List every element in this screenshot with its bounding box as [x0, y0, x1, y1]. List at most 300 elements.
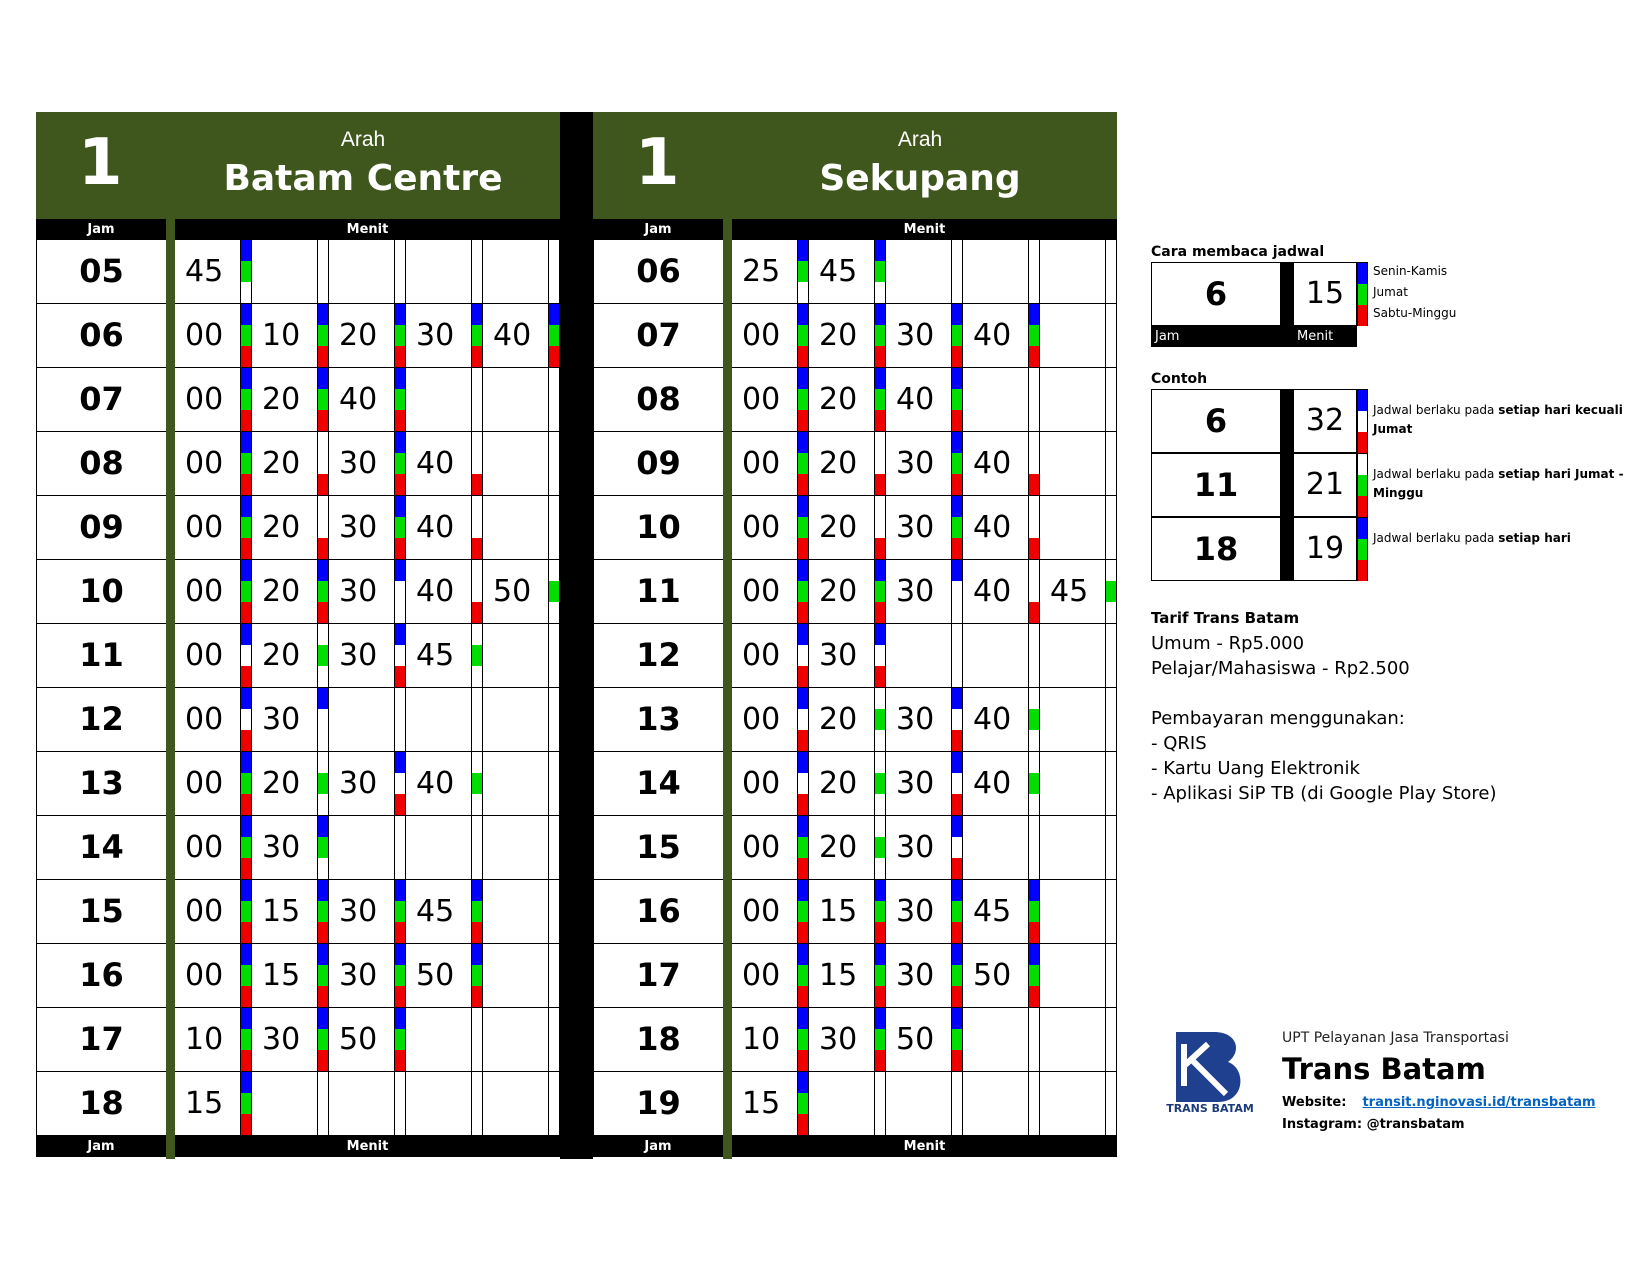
table-row: [36, 944, 560, 1008]
day-indicator: [1105, 816, 1117, 879]
day-indicator: [1105, 304, 1117, 367]
direction-label: Arah: [340, 128, 386, 151]
minute-cell: 15: [819, 894, 858, 929]
minute-cells: [732, 624, 1117, 688]
minute-cell: 20: [262, 574, 301, 609]
day-indicator: [240, 688, 252, 751]
hour-cell: 15: [593, 816, 723, 880]
minute-cell: [483, 432, 548, 496]
minute-cell: 30: [262, 702, 301, 737]
minute-cell: 00: [185, 574, 224, 609]
day-indicator: [394, 1072, 406, 1135]
day-indicator: [471, 1072, 483, 1135]
day-indicator: [317, 1072, 329, 1135]
minute-cell: 45: [185, 254, 224, 289]
instagram-handle: Instagram: @transbatam: [1282, 1117, 1465, 1132]
legend-jam-label: Jam: [1151, 326, 1281, 347]
minute-cell: 40: [973, 510, 1012, 545]
tarif-section: [1151, 606, 1497, 806]
minute-cell: [406, 1008, 471, 1072]
minute-cell: 40: [896, 382, 935, 417]
hour-cell: 07: [36, 368, 166, 432]
table-row: [36, 496, 560, 560]
schedule-grid: [36, 240, 560, 1136]
day-indicator: [548, 560, 560, 623]
minute-cell: [483, 816, 548, 880]
minute-cell: 20: [819, 318, 858, 353]
minute-cell: 30: [339, 446, 378, 481]
day-indicator: [1028, 560, 1040, 623]
day-indicator: [317, 240, 329, 303]
minute-cell: 15: [185, 1086, 224, 1121]
minute-cell: 45: [819, 254, 858, 289]
hour-cell: 09: [593, 432, 723, 496]
table-row: [593, 624, 1117, 688]
timetable-sekupang: [593, 112, 1117, 1159]
hour-cell: 16: [593, 880, 723, 944]
minute-cell: [252, 240, 317, 304]
minute-cell: 40: [973, 574, 1012, 609]
legend-day-sabtu-minggu: Sabtu-Minggu: [1373, 306, 1457, 320]
minute-cell: 00: [742, 702, 781, 737]
minute-cell: 20: [819, 574, 858, 609]
minute-cell: 00: [742, 830, 781, 865]
day-indicator: [317, 880, 329, 943]
minute-cell: 45: [973, 894, 1012, 929]
minute-cells: [175, 304, 560, 368]
minute-cell: [329, 240, 394, 304]
minute-cell: 00: [742, 446, 781, 481]
hour-cell: 15: [36, 880, 166, 944]
minute-cells: [175, 432, 560, 496]
hour-cell: 13: [593, 688, 723, 752]
day-indicator: [1028, 944, 1040, 1007]
day-indicator: [951, 944, 963, 1007]
day-indicator: [394, 880, 406, 943]
day-indicator: [240, 880, 252, 943]
table-row: [36, 560, 560, 624]
day-indicator: [240, 560, 252, 623]
minute-cell: 00: [185, 958, 224, 993]
contoh-desc-prefix: Jadwal berlaku pada: [1373, 467, 1499, 481]
destination-name: Sekupang: [819, 158, 1021, 199]
minute-cell: [483, 240, 548, 304]
minute-cell: 00: [742, 318, 781, 353]
day-indicator: [1105, 240, 1117, 303]
minute-cell: 20: [819, 830, 858, 865]
minute-cell: 30: [896, 702, 935, 737]
minute-cell: 20: [262, 766, 301, 801]
day-indicator: [874, 752, 886, 815]
day-indicator: [797, 496, 809, 559]
table-row: [593, 1008, 1117, 1072]
minute-cell: 50: [896, 1022, 935, 1057]
minute-cell: 00: [185, 510, 224, 545]
minute-cell: [963, 240, 1028, 304]
minute-cell: 00: [185, 766, 224, 801]
hour-cell: 11: [593, 560, 723, 624]
hour-cell: 11: [36, 624, 166, 688]
day-indicator: [951, 432, 963, 495]
day-indicator: [548, 816, 560, 879]
day-indicator: [317, 816, 329, 879]
day-indicator: [548, 368, 560, 431]
day-indicator: [1028, 880, 1040, 943]
day-indicator: [1357, 453, 1368, 517]
minute-cell: 00: [185, 382, 224, 417]
minute-cell: [252, 1072, 317, 1136]
day-indicator: [317, 368, 329, 431]
day-indicator: [797, 624, 809, 687]
hour-cell: 08: [36, 432, 166, 496]
table-row: [593, 240, 1117, 304]
day-indicator: [394, 1008, 406, 1071]
minute-cell: 30: [896, 766, 935, 801]
day-indicator: [874, 496, 886, 559]
contoh-jam: 18: [1151, 517, 1281, 581]
minute-cell: 00: [185, 446, 224, 481]
day-indicator: [1028, 304, 1040, 367]
minute-cell: 40: [416, 766, 455, 801]
minute-cell: 00: [185, 830, 224, 865]
day-indicator: [394, 560, 406, 623]
day-indicator: [471, 560, 483, 623]
org-subtitle: UPT Pelayanan Jasa Transportasi: [1282, 1030, 1509, 1046]
minute-cell: 30: [339, 574, 378, 609]
day-indicator: [797, 688, 809, 751]
day-indicator: [951, 624, 963, 687]
day-indicator: [797, 240, 809, 303]
day-indicator: [394, 944, 406, 1007]
day-indicator: [240, 624, 252, 687]
minute-cell: 50: [493, 574, 532, 609]
day-indicator: [471, 496, 483, 559]
table-divider: [560, 112, 593, 1159]
minute-cell: [1040, 304, 1105, 368]
menit-header-top: Menit: [175, 219, 560, 240]
day-indicator: [951, 752, 963, 815]
day-indicator: [1028, 688, 1040, 751]
minute-cells: [732, 816, 1117, 880]
hour-cell: 06: [36, 304, 166, 368]
day-indicator: [1105, 432, 1117, 495]
legend-day-jumat: Jumat: [1373, 285, 1408, 299]
minute-cell: 40: [973, 766, 1012, 801]
minute-cell: [1040, 1072, 1105, 1136]
jam-header-top: Jam: [36, 219, 166, 240]
day-indicator: [471, 368, 483, 431]
minute-cell: 30: [896, 318, 935, 353]
minute-cell: [483, 752, 548, 816]
minute-cell: [406, 688, 471, 752]
day-indicator: [951, 1008, 963, 1071]
jam-header-bottom: Jam: [36, 1136, 166, 1157]
day-indicator: [471, 624, 483, 687]
minute-cell: [1040, 816, 1105, 880]
minute-cell: 00: [742, 766, 781, 801]
contoh-description: [1373, 529, 1631, 548]
day-indicator: [1105, 368, 1117, 431]
day-indicator: [471, 304, 483, 367]
hour-cell: 10: [593, 496, 723, 560]
day-indicator: [548, 752, 560, 815]
day-indicator: [240, 496, 252, 559]
minute-cell: 20: [262, 446, 301, 481]
contoh-desc-bold: setiap hari: [1498, 531, 1571, 545]
day-indicator: [1028, 496, 1040, 559]
menit-header-top: Menit: [732, 219, 1117, 240]
minute-cell: [1040, 496, 1105, 560]
jam-header-top: Jam: [593, 219, 723, 240]
hour-cell: 06: [593, 240, 723, 304]
day-indicator: [394, 624, 406, 687]
minute-cell: 00: [742, 510, 781, 545]
minute-cell: 20: [819, 382, 858, 417]
day-indicator: [317, 624, 329, 687]
minute-cell: [406, 368, 471, 432]
minute-cell: 20: [262, 638, 301, 673]
contoh-jam: 6: [1151, 389, 1281, 453]
minute-cell: [886, 240, 951, 304]
website-row: [1282, 1095, 1596, 1110]
day-indicator: [471, 944, 483, 1007]
table-row: [36, 816, 560, 880]
day-indicator: [548, 240, 560, 303]
minute-cell: 20: [819, 446, 858, 481]
day-indicator: [1028, 240, 1040, 303]
minute-cell: [963, 816, 1028, 880]
day-indicator: [240, 368, 252, 431]
day-indicator: [874, 816, 886, 879]
hour-cell: 18: [593, 1008, 723, 1072]
minute-cells: [732, 880, 1117, 944]
day-indicator: [548, 1008, 560, 1071]
table-row: [593, 688, 1117, 752]
day-indicator: [1028, 368, 1040, 431]
table-row: [36, 624, 560, 688]
minute-cell: 30: [896, 446, 935, 481]
table-row: [593, 1072, 1117, 1136]
day-indicator: [317, 432, 329, 495]
route-header: [36, 112, 560, 219]
minute-cell: 00: [185, 638, 224, 673]
day-indicator: [797, 880, 809, 943]
table-row: [593, 560, 1117, 624]
table-row: [593, 816, 1117, 880]
minute-cells: [175, 752, 560, 816]
minute-cell: [809, 1072, 874, 1136]
minute-cell: 40: [339, 382, 378, 417]
minute-cells: [732, 304, 1117, 368]
minute-cells: [732, 240, 1117, 304]
minute-cells: [732, 368, 1117, 432]
day-indicator: [548, 944, 560, 1007]
contoh-desc-prefix: Jadwal berlaku pada: [1373, 531, 1499, 545]
day-indicator: [394, 432, 406, 495]
logo-text: TRANS BATAM: [1166, 1102, 1254, 1115]
minute-cell: 00: [742, 382, 781, 417]
day-indicator: [1028, 432, 1040, 495]
minute-cell: 50: [339, 1022, 378, 1057]
hour-cell: 14: [593, 752, 723, 816]
contoh-jam: 11: [1151, 453, 1281, 517]
legend-jam-value: 6: [1151, 262, 1281, 326]
minute-cell: [1040, 624, 1105, 688]
table-row: [593, 496, 1117, 560]
day-indicator: [874, 240, 886, 303]
minute-cell: [483, 368, 548, 432]
minute-cell: [329, 688, 394, 752]
tarif-title: Tarif Trans Batam: [1151, 609, 1300, 627]
minute-cell: 30: [896, 830, 935, 865]
day-indicator: [317, 752, 329, 815]
minute-cell: [483, 880, 548, 944]
hour-cell: 08: [593, 368, 723, 432]
minute-cell: [963, 1072, 1028, 1136]
day-indicator: [240, 1072, 252, 1135]
table-row: [593, 880, 1117, 944]
minute-cell: 10: [185, 1022, 224, 1057]
minute-cell: [329, 816, 394, 880]
minute-cell: [1040, 1008, 1105, 1072]
minute-cell: [483, 1072, 548, 1136]
day-indicator: [797, 1072, 809, 1135]
contoh-divider: [1281, 389, 1293, 581]
day-indicator: [797, 752, 809, 815]
tarif-line: Pelajar/Mahasiswa - Rp2.500: [1151, 658, 1410, 679]
minute-cells: [732, 688, 1117, 752]
payment-item: - Aplikasi SiP TB (di Google Play Store): [1151, 783, 1497, 804]
day-indicator: [1028, 1072, 1040, 1135]
hour-cell: 19: [593, 1072, 723, 1136]
minute-cell: 30: [339, 510, 378, 545]
payment-item: - QRIS: [1151, 733, 1207, 754]
day-indicator: [1105, 1008, 1117, 1071]
day-indicator: [874, 688, 886, 751]
minute-cell: 00: [185, 702, 224, 737]
hour-cell: 16: [36, 944, 166, 1008]
minute-cell: 15: [262, 894, 301, 929]
minute-cells: [732, 496, 1117, 560]
minute-cell: [406, 816, 471, 880]
minute-cells: [175, 880, 560, 944]
day-indicator: [394, 496, 406, 559]
day-indicator: [951, 304, 963, 367]
legend-example: [1151, 262, 1631, 352]
table-row: [36, 240, 560, 304]
minute-cell: 30: [339, 766, 378, 801]
minute-cell: 40: [973, 702, 1012, 737]
minute-cell: 40: [416, 574, 455, 609]
minute-cell: 50: [416, 958, 455, 993]
minute-cell: 40: [973, 446, 1012, 481]
table-row: [593, 304, 1117, 368]
day-indicator: [548, 496, 560, 559]
day-indicator: [1028, 1008, 1040, 1071]
minute-cell: 30: [339, 958, 378, 993]
minute-cells: [175, 368, 560, 432]
minute-cell: [483, 496, 548, 560]
minute-cell: 25: [742, 254, 781, 289]
day-indicator: [240, 1008, 252, 1071]
day-indicator: [471, 688, 483, 751]
contoh-desc-prefix: Jadwal berlaku pada: [1373, 403, 1499, 417]
day-indicator: [548, 880, 560, 943]
minute-cell: 40: [493, 318, 532, 353]
jam-header-bottom: Jam: [593, 1136, 723, 1157]
minute-cells: [175, 944, 560, 1008]
route-number: 1: [78, 126, 123, 200]
hour-cell: 12: [36, 688, 166, 752]
website-label: Website:: [1282, 1095, 1347, 1110]
minute-cell: 20: [819, 702, 858, 737]
minute-cell: 15: [742, 1086, 781, 1121]
minute-cell: [406, 1072, 471, 1136]
contoh-description: [1373, 465, 1631, 503]
minute-cell: 15: [819, 958, 858, 993]
direction-label: Arah: [897, 128, 943, 151]
day-indicator: [951, 880, 963, 943]
day-indicator: [951, 496, 963, 559]
minute-cell: [1040, 688, 1105, 752]
minute-cells: [175, 240, 560, 304]
table-row: [593, 944, 1117, 1008]
minute-cell: [1040, 240, 1105, 304]
minute-cells: [732, 752, 1117, 816]
day-indicator: [1357, 389, 1368, 453]
legend-day-indicator: [1357, 262, 1368, 326]
day-indicator: [951, 368, 963, 431]
day-indicator: [1105, 688, 1117, 751]
day-indicator: [240, 304, 252, 367]
minute-cell: 10: [742, 1022, 781, 1057]
minute-cells: [732, 944, 1117, 1008]
table-row: [36, 1072, 560, 1136]
minute-cell: 40: [416, 446, 455, 481]
org-name: Trans Batam: [1282, 1052, 1486, 1086]
contoh-examples: [1151, 389, 1631, 583]
day-indicator: [797, 816, 809, 879]
minute-cell: 45: [416, 894, 455, 929]
minute-cell: [1040, 368, 1105, 432]
minute-cell: 45: [1050, 574, 1089, 609]
day-indicator: [240, 752, 252, 815]
minute-cell: 30: [262, 830, 301, 865]
day-indicator: [951, 688, 963, 751]
day-indicator: [317, 304, 329, 367]
day-indicator: [394, 688, 406, 751]
hour-cell: 05: [36, 240, 166, 304]
hour-cell: 07: [593, 304, 723, 368]
day-indicator: [548, 304, 560, 367]
minute-cell: [483, 1008, 548, 1072]
contoh-menit: 19: [1293, 517, 1357, 581]
website-link[interactable]: transit.nginovasi.id/transbatam: [1362, 1095, 1596, 1110]
hour-cell: 17: [36, 1008, 166, 1072]
minute-cell: 20: [262, 510, 301, 545]
table-row: [36, 752, 560, 816]
day-indicator: [394, 816, 406, 879]
minute-cell: 00: [742, 574, 781, 609]
minute-cell: [963, 624, 1028, 688]
day-indicator: [317, 1008, 329, 1071]
minute-cell: 30: [896, 510, 935, 545]
day-indicator: [874, 560, 886, 623]
destination-name: Batam Centre: [223, 158, 503, 199]
tarif-line: [1151, 681, 1497, 706]
minute-cell: 00: [742, 958, 781, 993]
hour-cell: 17: [593, 944, 723, 1008]
